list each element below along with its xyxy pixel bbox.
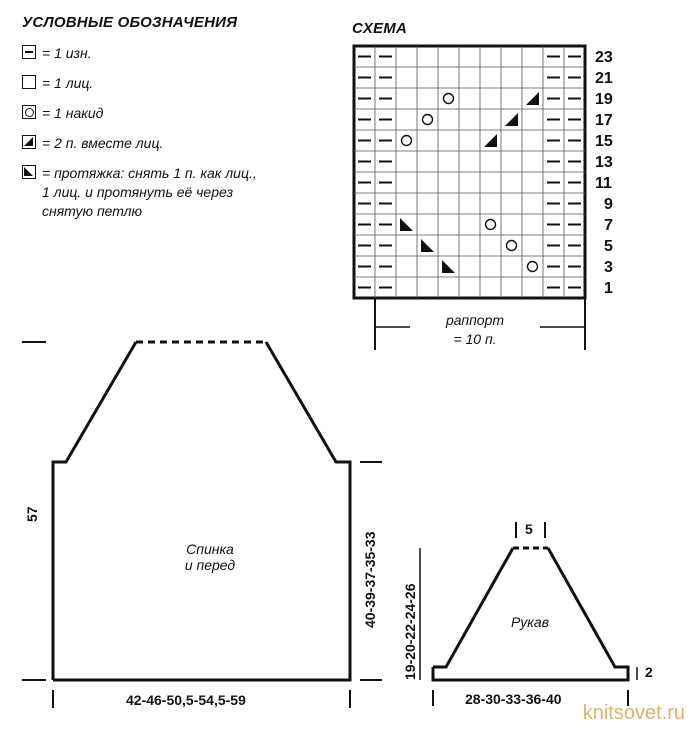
legend-item-purl bbox=[22, 44, 92, 63]
row-number: 11 bbox=[595, 175, 612, 192]
legend-text: = протяжка: снять 1 п. как лиц., 1 лиц. и протянуть её через снятую петлю bbox=[42, 165, 257, 219]
legend-text: = 1 накид bbox=[42, 105, 104, 121]
legend-text: = 1 изн. bbox=[42, 45, 92, 61]
legend-item-knit bbox=[22, 74, 93, 93]
body-label: Спинка и перед bbox=[184, 541, 236, 573]
sleeve-cuff-dim: 2 bbox=[645, 664, 653, 680]
row-number: 7 bbox=[604, 217, 613, 234]
body-width-dim: 42-46-50,5-54,5-59 bbox=[126, 692, 246, 708]
ssk-symbol bbox=[442, 260, 455, 273]
k2tog-symbol bbox=[484, 134, 497, 147]
yarn-over-icon bbox=[22, 105, 36, 119]
ssk-icon bbox=[22, 165, 36, 179]
sleeve-outline-left bbox=[433, 548, 513, 667]
purl-icon bbox=[22, 45, 36, 59]
sleeve-top-dim: 5 bbox=[525, 521, 533, 537]
yarn-over-symbol bbox=[507, 241, 517, 251]
row-number: 1 bbox=[604, 280, 613, 297]
schema-title: СХЕМА bbox=[352, 20, 407, 37]
body-height-dim: 57 bbox=[24, 506, 40, 522]
legend-item-k2tog bbox=[22, 134, 163, 153]
row-number: 5 bbox=[604, 238, 613, 255]
yarn-over-symbol bbox=[444, 94, 454, 104]
chart-frame bbox=[354, 46, 585, 298]
legend-text: = 1 лиц. bbox=[42, 75, 94, 91]
ssk-symbol bbox=[421, 239, 434, 252]
repeat-label: раппорт bbox=[410, 312, 540, 328]
k2tog-symbol bbox=[505, 113, 518, 126]
legend-text: = 2 п. вместе лиц. bbox=[42, 135, 164, 151]
row-number: 9 bbox=[604, 196, 613, 213]
sleeve-label: Рукав bbox=[510, 614, 550, 630]
knit-icon bbox=[22, 75, 36, 89]
ssk-symbol bbox=[400, 218, 413, 231]
sleeve-height-dim: 19-20-22-24-26 bbox=[402, 583, 418, 680]
yarn-over-symbol bbox=[423, 115, 433, 125]
yarn-over-symbol bbox=[528, 262, 538, 272]
sleeve-width-dim: 28-30-33-36-40 bbox=[465, 691, 562, 707]
row-number: 15 bbox=[595, 133, 613, 150]
watermark: knitsovet.ru bbox=[582, 702, 685, 724]
row-number: 21 bbox=[595, 70, 613, 87]
k2tog-symbol bbox=[526, 92, 539, 105]
yarn-over-symbol bbox=[486, 220, 496, 230]
row-number: 17 bbox=[595, 112, 613, 129]
row-number: 19 bbox=[595, 91, 613, 108]
body-outline-left bbox=[53, 342, 136, 680]
yarn-over-symbol bbox=[402, 136, 412, 146]
body-outline-right bbox=[53, 342, 350, 680]
legend-title: УСЛОВНЫЕ ОБОЗНАЧЕНИЯ bbox=[22, 14, 238, 31]
row-number: 23 bbox=[595, 49, 613, 66]
armhole-height-dim: 40-39-37-35-33 bbox=[362, 531, 378, 628]
legend-item-ssk bbox=[22, 164, 257, 221]
repeat-count: = 10 п. bbox=[453, 331, 497, 347]
row-number: 13 bbox=[595, 154, 613, 171]
row-number: 3 bbox=[604, 259, 613, 276]
k2tog-icon bbox=[22, 135, 36, 149]
legend-item-yarn-over bbox=[22, 104, 103, 123]
